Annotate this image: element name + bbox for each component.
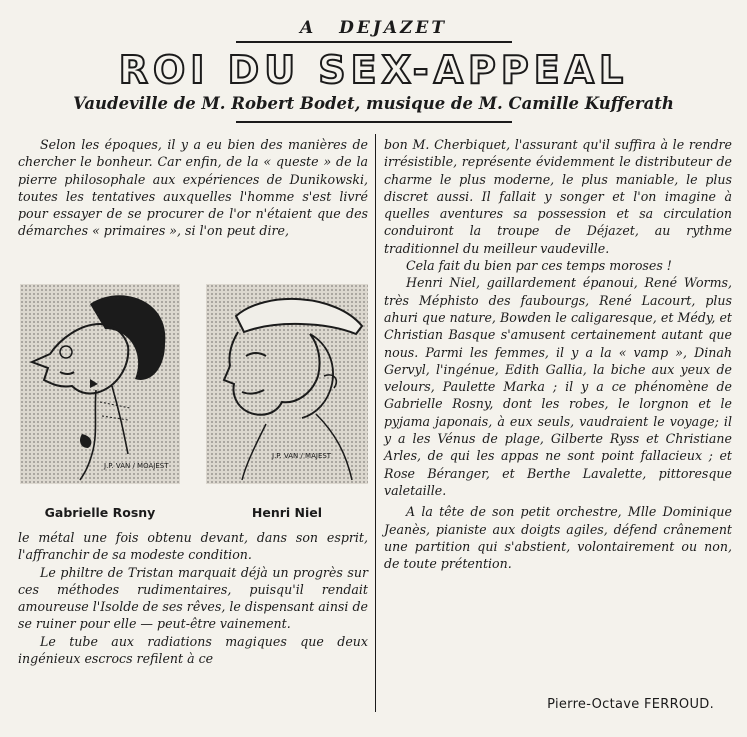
paragraph: A la tête de son petit orchestre, Mlle Dominique Jeanès, pianiste aux doigts agiles, défend crânement une partition qui s'abstient, volontairement ou non, de toute prétention.	[384, 504, 732, 572]
author-signature: Pierre-Octave FERROUD.	[547, 697, 714, 712]
subtitle: Vaudeville de M. Robert Bodet, musique de M. Camille Kufferath	[73, 94, 674, 113]
subtitle-rule	[236, 121, 512, 123]
paragraph: Henri Niel, gaillardement épanoui, René Worms, très Méphisto des faubourgs, René Lacourt, plus ahuri que nature, Bowden le caligaresque, et Médy, et Christian Basque s'amusent certainement autant que nous. Parmi les femmes, il y a la « vamp », Dinah Gervyl, l'ingénue, Edith Gallia, la biche aux yeux de velours, Paulette Marka ; il y a ce phénomène de Gabrielle Rosny, dont les robes, le lorgnon et le pyjama japonais, à eux seuls, vaudraient le voyage; il y a les Vénus de plage, Gilberte Ryss et Christiane Arles, de qui les appas ne sont point fallacieux ; et Rose Béranger, et Berthe Lavalette, pittoresque valetaille.	[384, 275, 732, 498]
caption-gabrielle-rosny: Gabrielle Rosny	[44, 505, 156, 520]
caricature-drawing	[206, 284, 368, 484]
headline: ROI DU SEX-APPEAL	[118, 48, 629, 92]
caricature-drawing	[20, 284, 180, 484]
article-right	[384, 136, 732, 572]
paragraph: Le tube aux radiations magiques que deux ingénieux escrocs refilent à ce	[18, 633, 368, 667]
column-divider	[375, 134, 376, 712]
paragraph: Cela fait du bien par ces temps moroses !	[406, 258, 672, 274]
portrait-gabrielle-rosny	[20, 284, 180, 484]
kicker-rule	[236, 41, 512, 43]
artist-mark: J.P. VAN / MAJEST	[272, 452, 332, 460]
paragraph: Le philtre de Tristan marquait déjà un progrès sur ces méthodes rudimentaires, puisqu'il rendait amoureuse l'Isolde de ses rêves, le dispensant ainsi de se ruiner pour elle — peut-être vainement.	[18, 564, 368, 632]
paragraph: Selon les époques, il y a eu bien des manières de chercher le bonheur. Car enfin, de la « queste » de la pierre philosophale aux expériences de Dunikowski, toutes les tentatives auxquelles l'homme s'est livré pour essayer de se procurer de l'or n'étaient que des démarches « primaires », si l'on peut dire,	[18, 137, 368, 239]
artist-mark: J.P. VAN / MOAJEST	[104, 462, 169, 470]
caption-henri-niel: Henri Niel	[251, 505, 323, 520]
section-kicker: A DEJAZET	[299, 18, 448, 38]
portrait-henri-niel	[206, 284, 368, 484]
paragraph: bon M. Cherbiquet, l'assurant qu'il suffira à le rendre irrésistible, représente évidemment le distributeur de charme le plus moderne, le plus maniable, le plus discret aussi. Il fallait y songer et l'on imagine à quelles aventures sa possession et sa circulation conduiront la troupe de Déjazet, au rythme traditionnel du meilleur vaudeville.	[384, 137, 732, 256]
article-left-bottom	[18, 529, 368, 667]
article-left-top	[18, 136, 368, 240]
paragraph: le métal une fois obtenu devant, dans son esprit, l'affranchir de sa modeste condition.	[18, 530, 368, 563]
